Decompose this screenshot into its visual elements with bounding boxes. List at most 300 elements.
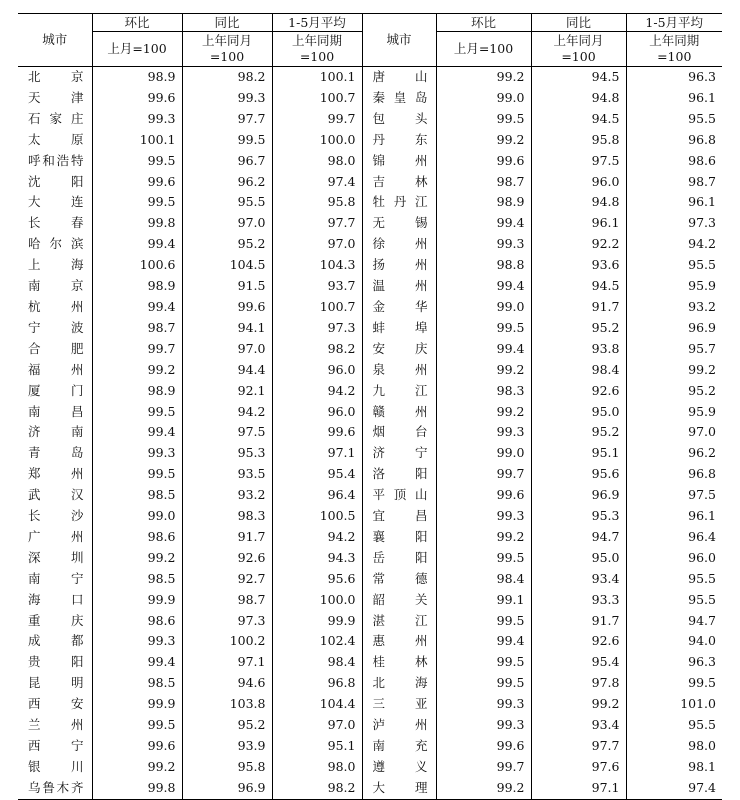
city-name: 青岛 — [18, 443, 92, 464]
city-name: 南宁 — [18, 569, 92, 590]
city-name: 武汉 — [18, 485, 92, 506]
avg-value: 95.1 — [272, 736, 362, 757]
mom-value: 98.4 — [436, 569, 531, 590]
header-mom-right: 环比 — [436, 14, 531, 32]
city-name: 昆明 — [18, 673, 92, 694]
header-yoy-base-right — [531, 32, 626, 67]
table-row — [18, 297, 722, 318]
avg-value: 98.1 — [626, 757, 722, 778]
mom-value: 99.5 — [436, 318, 531, 339]
city-name: 韶关 — [362, 590, 436, 611]
table-row — [18, 318, 722, 339]
table-row — [18, 151, 722, 172]
table-row — [18, 673, 722, 694]
yoy-value: 94.7 — [531, 527, 626, 548]
yoy-value: 92.6 — [531, 381, 626, 402]
table-row — [18, 694, 722, 715]
city-name: 湛江 — [362, 611, 436, 632]
city-name: 厦门 — [18, 381, 92, 402]
city-name: 深圳 — [18, 548, 92, 569]
mom-value: 99.6 — [436, 736, 531, 757]
mom-value: 99.2 — [436, 130, 531, 151]
avg-value: 99.2 — [626, 360, 722, 381]
avg-value: 100.5 — [272, 506, 362, 527]
table-row — [18, 276, 722, 297]
city-name: 太原 — [18, 130, 92, 151]
city-name: 襄阳 — [362, 527, 436, 548]
table-row — [18, 527, 722, 548]
mom-value: 99.7 — [436, 464, 531, 485]
city-name: 宁波 — [18, 318, 92, 339]
mom-value: 98.5 — [92, 569, 182, 590]
city-name: 徐州 — [362, 234, 436, 255]
table-row — [18, 422, 722, 443]
yoy-value: 103.8 — [182, 694, 272, 715]
mom-value: 99.3 — [436, 422, 531, 443]
city-name: 海口 — [18, 590, 92, 611]
city-name: 石家庄 — [18, 109, 92, 130]
yoy-value: 95.2 — [531, 318, 626, 339]
yoy-value: 93.3 — [531, 590, 626, 611]
table-row — [18, 736, 722, 757]
city-name: 包头 — [362, 109, 436, 130]
yoy-value: 98.3 — [182, 506, 272, 527]
table-row — [18, 757, 722, 778]
avg-value: 95.7 — [626, 339, 722, 360]
avg-value: 100.7 — [272, 297, 362, 318]
avg-value: 96.0 — [272, 402, 362, 423]
avg-value: 96.0 — [626, 548, 722, 569]
city-name: 吉林 — [362, 172, 436, 193]
city-name: 南充 — [362, 736, 436, 757]
avg-base-line2: =100 — [657, 49, 692, 64]
table-row — [18, 192, 722, 213]
table-row — [18, 506, 722, 527]
mom-value: 98.7 — [436, 172, 531, 193]
yoy-value: 95.0 — [531, 548, 626, 569]
mom-value: 99.8 — [92, 213, 182, 234]
city-name: 长春 — [18, 213, 92, 234]
yoy-value: 91.5 — [182, 276, 272, 297]
avg-value: 104.3 — [272, 255, 362, 276]
mom-value: 99.1 — [436, 590, 531, 611]
yoy-value: 94.5 — [531, 109, 626, 130]
yoy-value: 97.0 — [182, 339, 272, 360]
avg-value: 98.6 — [626, 151, 722, 172]
mom-value: 99.0 — [92, 506, 182, 527]
table-row — [18, 715, 722, 736]
yoy-value: 94.4 — [182, 360, 272, 381]
city-name: 合肥 — [18, 339, 92, 360]
avg-value: 104.4 — [272, 694, 362, 715]
yoy-value: 99.6 — [182, 297, 272, 318]
avg-value: 97.4 — [626, 778, 722, 799]
mom-value: 99.8 — [92, 778, 182, 799]
avg-value: 94.3 — [272, 548, 362, 569]
city-name: 郑州 — [18, 464, 92, 485]
table-row — [18, 485, 722, 506]
mom-value: 99.5 — [92, 151, 182, 172]
mom-value: 99.6 — [436, 151, 531, 172]
city-name: 北海 — [362, 673, 436, 694]
mom-value: 99.5 — [436, 652, 531, 673]
avg-value: 99.7 — [272, 109, 362, 130]
avg-value: 97.0 — [626, 422, 722, 443]
yoy-base-line1: 上年同月 — [553, 33, 604, 48]
mom-value: 99.7 — [92, 339, 182, 360]
avg-value: 97.0 — [272, 234, 362, 255]
mom-value: 99.4 — [436, 213, 531, 234]
mom-value: 99.4 — [436, 339, 531, 360]
mom-value: 99.6 — [92, 172, 182, 193]
city-name: 福州 — [18, 360, 92, 381]
city-name: 平顶山 — [362, 485, 436, 506]
yoy-value: 94.6 — [182, 673, 272, 694]
city-name: 烟台 — [362, 422, 436, 443]
header-city-right: 城市 — [362, 14, 436, 67]
mom-value: 99.2 — [436, 360, 531, 381]
mom-value: 98.9 — [436, 192, 531, 213]
yoy-value: 94.8 — [531, 192, 626, 213]
avg-value: 98.2 — [272, 339, 362, 360]
mom-value: 99.0 — [436, 297, 531, 318]
yoy-value: 97.6 — [531, 757, 626, 778]
yoy-value: 95.0 — [531, 402, 626, 423]
yoy-value: 97.3 — [182, 611, 272, 632]
yoy-value: 96.2 — [182, 172, 272, 193]
avg-value: 97.0 — [272, 715, 362, 736]
yoy-base-line1: 上年同月 — [201, 33, 252, 48]
avg-value: 97.4 — [272, 172, 362, 193]
yoy-value: 99.3 — [182, 88, 272, 109]
avg-value: 98.0 — [626, 736, 722, 757]
yoy-value: 93.8 — [531, 339, 626, 360]
mom-value: 99.5 — [436, 611, 531, 632]
header-avg-left: 1-5月平均 — [272, 14, 362, 32]
city-name: 常德 — [362, 569, 436, 590]
table-row — [18, 402, 722, 423]
mom-value: 99.4 — [92, 234, 182, 255]
city-name: 桂林 — [362, 652, 436, 673]
mom-value: 98.9 — [92, 381, 182, 402]
yoy-value: 92.6 — [182, 548, 272, 569]
city-name: 大理 — [362, 778, 436, 799]
yoy-value: 96.0 — [531, 172, 626, 193]
table-row — [18, 611, 722, 632]
city-name: 南昌 — [18, 402, 92, 423]
yoy-value: 92.6 — [531, 631, 626, 652]
avg-value: 98.7 — [626, 172, 722, 193]
table-row — [18, 778, 722, 799]
yoy-value: 96.9 — [531, 485, 626, 506]
header-yoy-right: 同比 — [531, 14, 626, 32]
mom-value: 98.5 — [92, 485, 182, 506]
yoy-value: 99.5 — [182, 130, 272, 151]
mom-value: 99.4 — [436, 631, 531, 652]
city-name: 九江 — [362, 381, 436, 402]
mom-value: 99.3 — [436, 694, 531, 715]
yoy-value: 92.7 — [182, 569, 272, 590]
avg-value: 95.5 — [626, 255, 722, 276]
mom-value: 99.2 — [92, 757, 182, 778]
city-name: 济南 — [18, 422, 92, 443]
avg-base-line1: 上年同期 — [291, 33, 342, 48]
city-name: 哈尔滨 — [18, 234, 92, 255]
avg-value: 95.9 — [626, 402, 722, 423]
yoy-value: 99.2 — [531, 694, 626, 715]
avg-value: 99.9 — [272, 611, 362, 632]
yoy-value: 93.9 — [182, 736, 272, 757]
yoy-value: 95.5 — [182, 192, 272, 213]
yoy-value: 94.8 — [531, 88, 626, 109]
mom-value: 99.6 — [92, 88, 182, 109]
mom-value: 99.3 — [436, 715, 531, 736]
city-name: 温州 — [362, 276, 436, 297]
mom-value: 99.4 — [92, 422, 182, 443]
avg-value: 96.1 — [626, 192, 722, 213]
avg-value: 98.0 — [272, 757, 362, 778]
yoy-value: 93.4 — [531, 715, 626, 736]
table-row — [18, 590, 722, 611]
header-avg-right: 1-5月平均 — [626, 14, 722, 32]
mom-value: 99.9 — [92, 590, 182, 611]
mom-value: 98.7 — [92, 318, 182, 339]
mom-value: 99.5 — [436, 548, 531, 569]
table-row — [18, 234, 722, 255]
yoy-value: 94.5 — [531, 276, 626, 297]
avg-value: 95.4 — [272, 464, 362, 485]
city-name: 杭州 — [18, 297, 92, 318]
yoy-value: 93.2 — [182, 485, 272, 506]
city-name: 泉州 — [362, 360, 436, 381]
yoy-value: 98.4 — [531, 360, 626, 381]
price-index-table — [18, 13, 722, 800]
city-name: 蚌埠 — [362, 318, 436, 339]
avg-value: 96.4 — [626, 527, 722, 548]
yoy-value: 100.2 — [182, 631, 272, 652]
city-name: 秦皇岛 — [362, 88, 436, 109]
mom-value: 99.3 — [92, 109, 182, 130]
avg-value: 93.2 — [626, 297, 722, 318]
yoy-value: 92.2 — [531, 234, 626, 255]
avg-value: 96.1 — [626, 88, 722, 109]
avg-value: 98.2 — [272, 778, 362, 799]
yoy-value: 91.7 — [531, 297, 626, 318]
city-name: 丹东 — [362, 130, 436, 151]
yoy-value: 96.9 — [182, 778, 272, 799]
yoy-base-line2: =100 — [561, 49, 596, 64]
table-body — [18, 67, 722, 800]
avg-value: 96.2 — [626, 443, 722, 464]
table-header — [18, 14, 722, 67]
yoy-value: 92.1 — [182, 381, 272, 402]
yoy-value: 97.5 — [531, 151, 626, 172]
avg-value: 97.5 — [626, 485, 722, 506]
table-row — [18, 631, 722, 652]
avg-value: 95.5 — [626, 569, 722, 590]
table-row — [18, 443, 722, 464]
city-name: 长沙 — [18, 506, 92, 527]
avg-value: 95.8 — [272, 192, 362, 213]
mom-value: 99.4 — [92, 297, 182, 318]
yoy-value: 95.1 — [531, 443, 626, 464]
avg-value: 94.0 — [626, 631, 722, 652]
city-name: 遵义 — [362, 757, 436, 778]
city-name: 金华 — [362, 297, 436, 318]
yoy-value: 96.1 — [531, 213, 626, 234]
yoy-value: 91.7 — [182, 527, 272, 548]
avg-value: 96.8 — [626, 130, 722, 151]
yoy-value: 95.4 — [531, 652, 626, 673]
avg-base-line1: 上年同期 — [649, 33, 700, 48]
city-name: 天津 — [18, 88, 92, 109]
city-name: 济宁 — [362, 443, 436, 464]
header-city-left: 城市 — [18, 14, 92, 67]
city-name: 呼和浩特 — [18, 151, 92, 172]
mom-value: 99.2 — [436, 67, 531, 88]
table-row — [18, 652, 722, 673]
table-row — [18, 255, 722, 276]
yoy-value: 98.7 — [182, 590, 272, 611]
table-row — [18, 360, 722, 381]
header-yoy-base-left — [182, 32, 272, 67]
table-row — [18, 381, 722, 402]
avg-value: 96.8 — [626, 464, 722, 485]
city-name: 唐山 — [362, 67, 436, 88]
city-name: 扬州 — [362, 255, 436, 276]
header-avg-base-left — [272, 32, 362, 67]
mom-value: 98.6 — [92, 527, 182, 548]
city-name: 重庆 — [18, 611, 92, 632]
avg-value: 95.5 — [626, 715, 722, 736]
yoy-value: 95.8 — [531, 130, 626, 151]
yoy-base-line2: =100 — [209, 49, 245, 64]
city-name: 广州 — [18, 527, 92, 548]
mom-value: 99.2 — [436, 527, 531, 548]
header-mom-base-right: 上月=100 — [436, 32, 531, 67]
yoy-value: 97.7 — [531, 736, 626, 757]
avg-value: 95.9 — [626, 276, 722, 297]
city-name: 西宁 — [18, 736, 92, 757]
mom-value: 99.4 — [436, 276, 531, 297]
city-name: 贵阳 — [18, 652, 92, 673]
mom-value: 99.9 — [92, 694, 182, 715]
avg-value: 93.7 — [272, 276, 362, 297]
header-mom-left: 环比 — [92, 14, 182, 32]
avg-value: 94.2 — [272, 527, 362, 548]
yoy-value: 94.1 — [182, 318, 272, 339]
avg-base-line2: =100 — [299, 49, 335, 64]
mom-value: 99.2 — [92, 548, 182, 569]
header-yoy-left: 同比 — [182, 14, 272, 32]
mom-value: 99.2 — [92, 360, 182, 381]
yoy-value: 94.2 — [182, 402, 272, 423]
mom-value: 98.9 — [92, 276, 182, 297]
mom-value: 98.5 — [92, 673, 182, 694]
header-avg-base-right — [626, 32, 722, 67]
mom-value: 99.7 — [436, 757, 531, 778]
yoy-value: 97.1 — [182, 652, 272, 673]
yoy-value: 97.0 — [182, 213, 272, 234]
city-name: 宜昌 — [362, 506, 436, 527]
yoy-value: 97.5 — [182, 422, 272, 443]
city-name: 南京 — [18, 276, 92, 297]
yoy-value: 93.4 — [531, 569, 626, 590]
avg-value: 95.2 — [626, 381, 722, 402]
table-row — [18, 109, 722, 130]
yoy-value: 95.2 — [182, 715, 272, 736]
mom-value: 99.4 — [92, 652, 182, 673]
yoy-value: 97.8 — [531, 673, 626, 694]
avg-value: 98.4 — [272, 652, 362, 673]
avg-value: 96.3 — [626, 652, 722, 673]
mom-value: 98.8 — [436, 255, 531, 276]
avg-value: 100.7 — [272, 88, 362, 109]
mom-value: 99.3 — [92, 631, 182, 652]
yoy-value: 95.2 — [182, 234, 272, 255]
avg-value: 98.0 — [272, 151, 362, 172]
avg-value: 97.3 — [272, 318, 362, 339]
avg-value: 96.3 — [626, 67, 722, 88]
table-row — [18, 213, 722, 234]
avg-value: 97.3 — [626, 213, 722, 234]
avg-value: 96.0 — [272, 360, 362, 381]
mom-value: 99.5 — [92, 402, 182, 423]
yoy-value: 93.5 — [182, 464, 272, 485]
yoy-value: 97.7 — [182, 109, 272, 130]
mom-value: 99.3 — [92, 443, 182, 464]
avg-value: 97.1 — [272, 443, 362, 464]
avg-value: 100.1 — [272, 67, 362, 88]
city-name: 沈阳 — [18, 172, 92, 193]
avg-value: 95.5 — [626, 590, 722, 611]
mom-value: 98.6 — [92, 611, 182, 632]
avg-value: 95.5 — [626, 109, 722, 130]
avg-value: 94.2 — [626, 234, 722, 255]
mom-value: 99.5 — [92, 715, 182, 736]
mom-value: 99.5 — [436, 673, 531, 694]
mom-value: 99.0 — [436, 88, 531, 109]
city-name: 牡丹江 — [362, 192, 436, 213]
yoy-value: 104.5 — [182, 255, 272, 276]
mom-value: 99.2 — [436, 778, 531, 799]
table-row — [18, 464, 722, 485]
mom-value: 99.0 — [436, 443, 531, 464]
yoy-value: 96.7 — [182, 151, 272, 172]
price-index-table-container — [18, 13, 722, 800]
avg-value: 101.0 — [626, 694, 722, 715]
table-row — [18, 88, 722, 109]
city-name: 上海 — [18, 255, 92, 276]
mom-value: 99.5 — [92, 192, 182, 213]
city-name: 西安 — [18, 694, 92, 715]
yoy-value: 95.3 — [182, 443, 272, 464]
avg-value: 96.1 — [626, 506, 722, 527]
city-name: 泸州 — [362, 715, 436, 736]
mom-value: 99.3 — [436, 234, 531, 255]
avg-value: 99.5 — [626, 673, 722, 694]
mom-value: 99.6 — [92, 736, 182, 757]
mom-value: 99.5 — [436, 109, 531, 130]
city-name: 三亚 — [362, 694, 436, 715]
yoy-value: 95.8 — [182, 757, 272, 778]
avg-value: 95.6 — [272, 569, 362, 590]
mom-value: 99.3 — [436, 506, 531, 527]
table-row — [18, 130, 722, 151]
yoy-value: 94.5 — [531, 67, 626, 88]
avg-value: 96.8 — [272, 673, 362, 694]
table-row — [18, 548, 722, 569]
